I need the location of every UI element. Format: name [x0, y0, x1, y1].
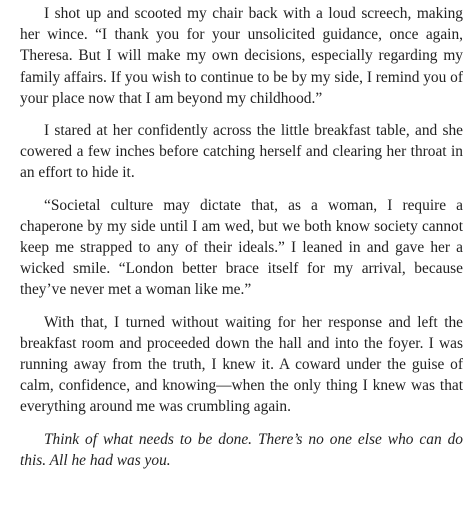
- paragraph-chair-screech: I shot up and scooted my chair back with a loud screech, making her wince. “I thank you for your unsolicited guidance, once again, Theresa. But I will make my own decisions, especially regarding my family affairs. If you wish to continue to be by my side, I remind you of your place now that I am beyond my childhood.”: [20, 5, 463, 107]
- paragraph-foyer: With that, I turned without waiting for her response and left the breakfast room and proceeded down the hall and into the foyer. I was running away from the truth, I knew it. A coward under the guise of calm, confidence, and knowing—when the only thing I knew was that everything around me was crumbling again.: [20, 313, 463, 416]
- paragraph-inner-thought: Think of what needs to be done. There’s no one else who can do this. All he had was you.: [20, 430, 463, 469]
- paragraph-societal-culture: “Societal culture may dictate that, as a woman, I require a chaperone by my side until I am wed, but we both know society cannot keep me strapped to any of their ideals.” I leaned in and gave her a wicked smile. “London better brace itself for my arrival, because they’ve never met a woman like me.”: [20, 196, 463, 299]
- paragraph-breakfast-table: I stared at her confidently across the little breakfast table, and she cowered a few inches before catching herself and clearing her throat in an effort to hide it.: [20, 122, 463, 182]
